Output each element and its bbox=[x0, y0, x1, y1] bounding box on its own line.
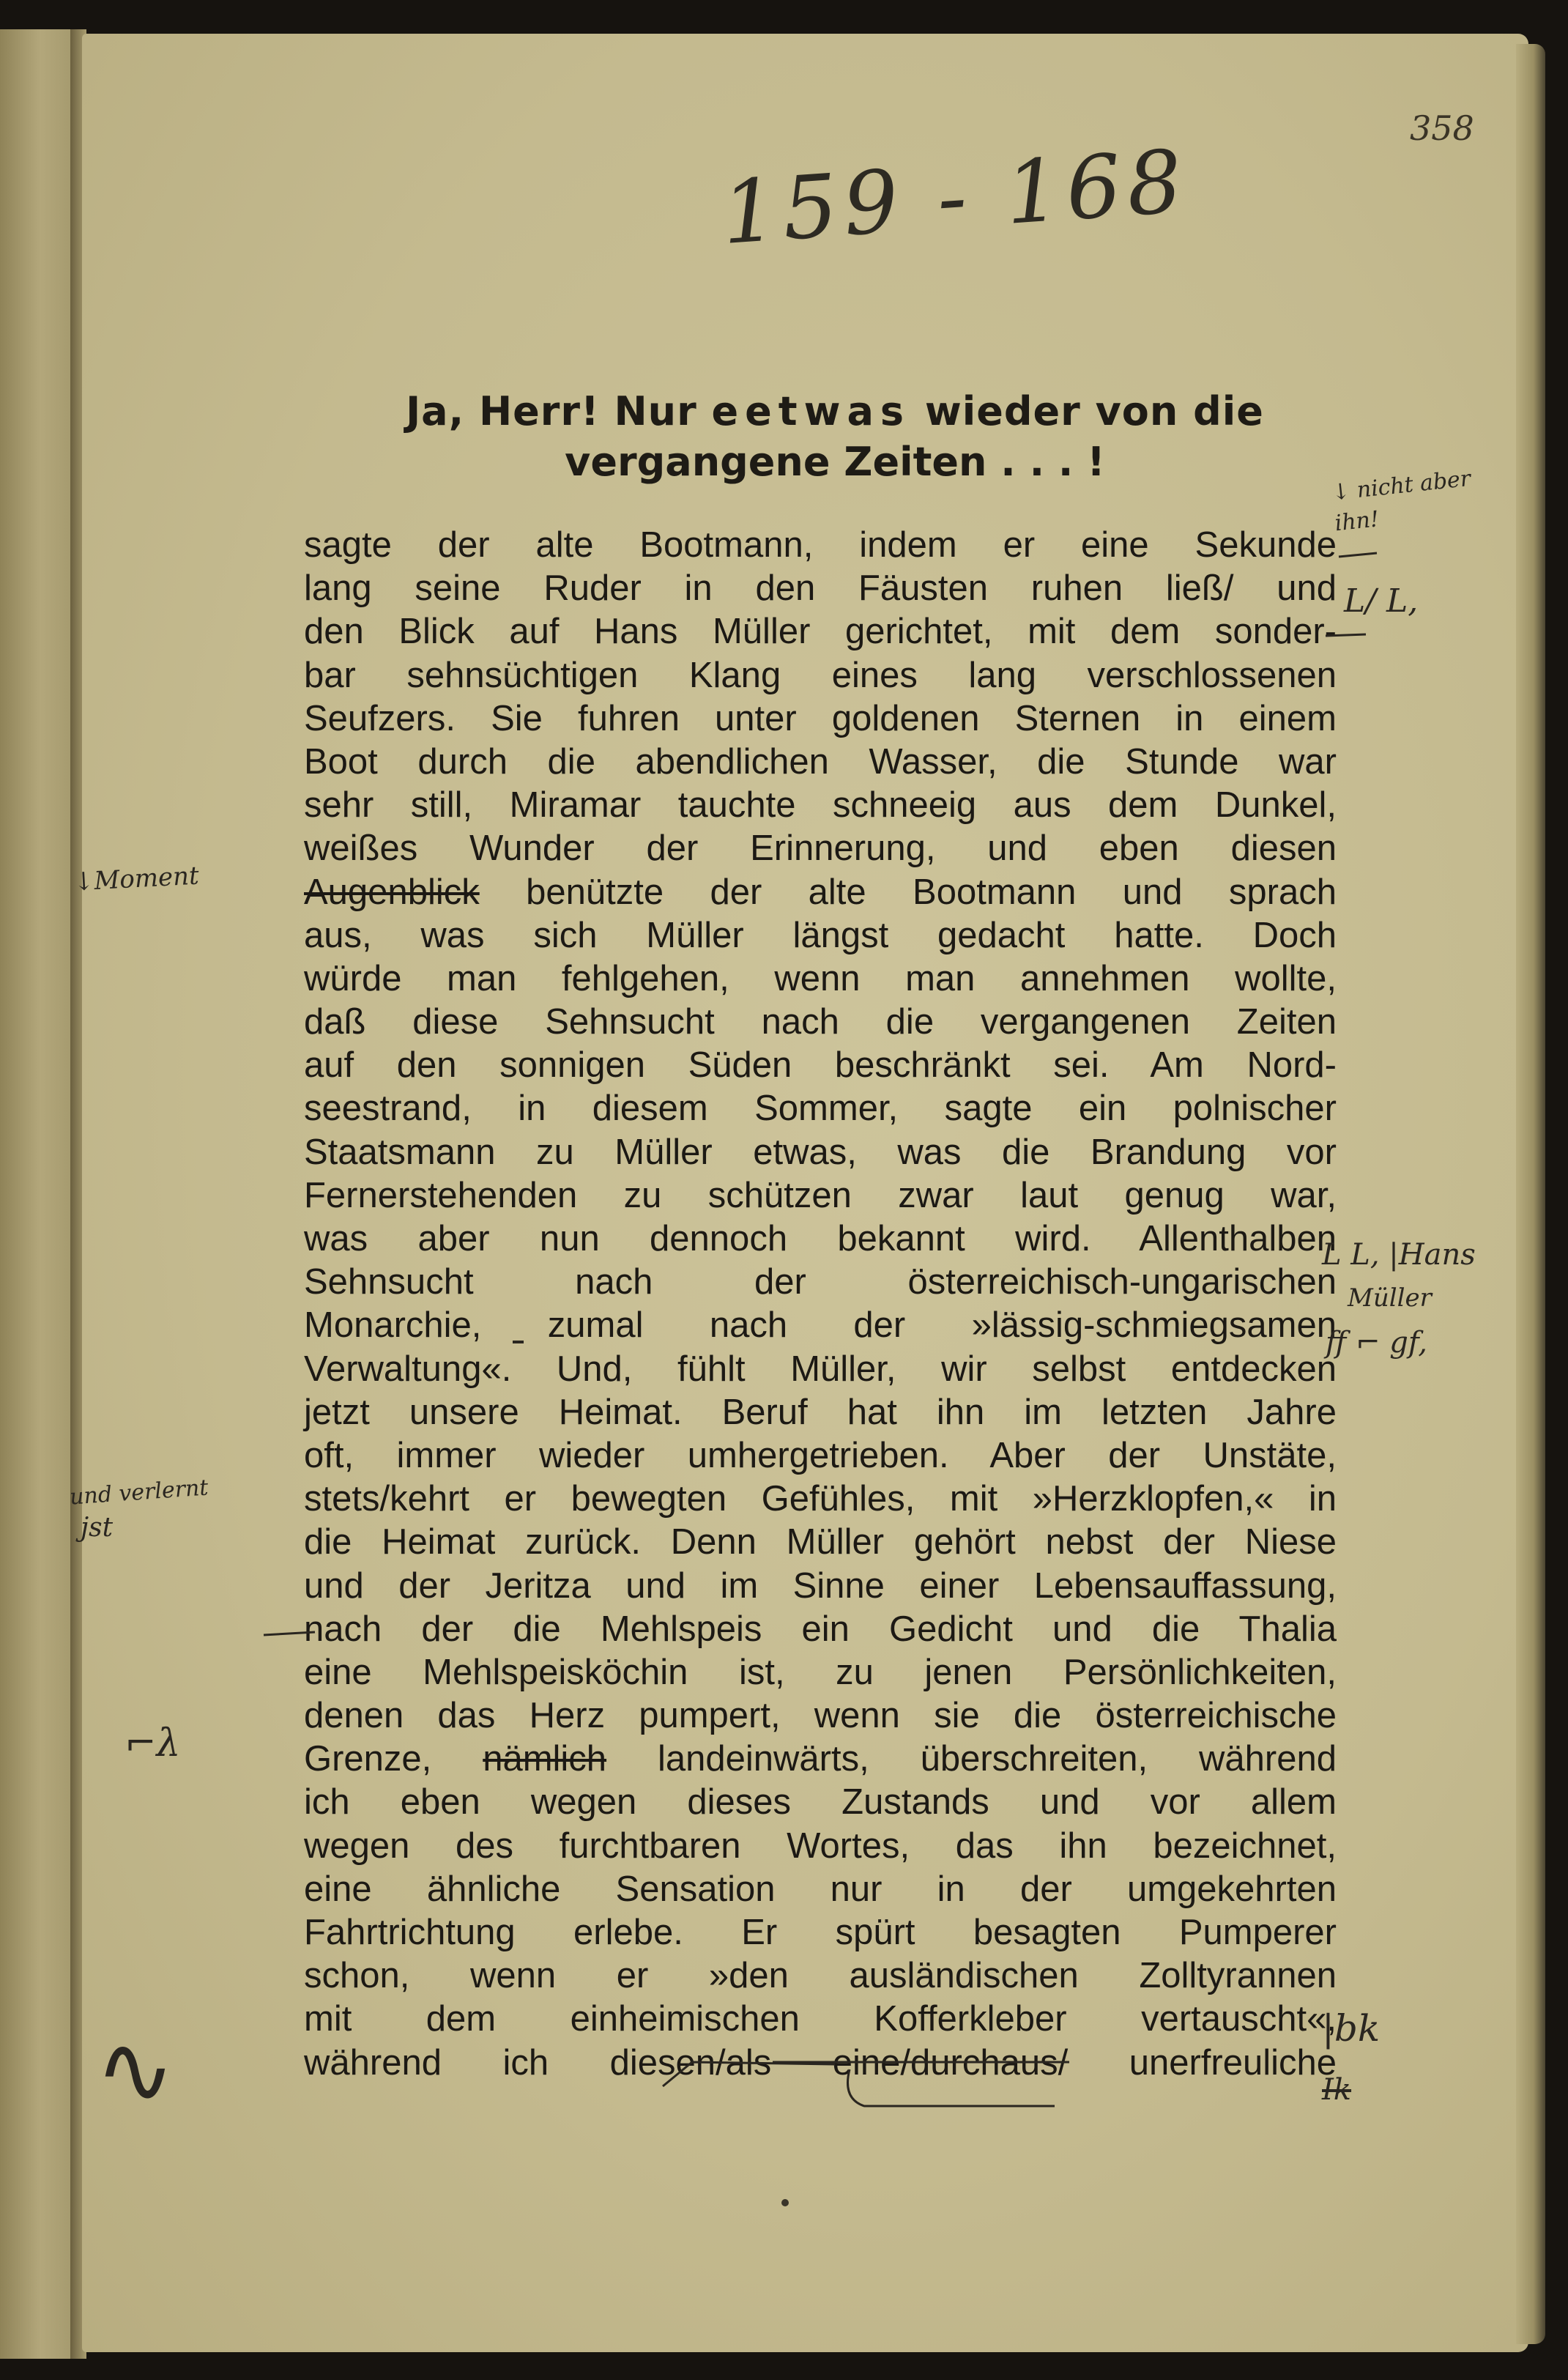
body-line: und der Jeritza und im Sinne einer Lebensauffassung, bbox=[304, 1565, 1337, 1606]
body-line: Monarchie, zumal nach der »lässig-schmiegsamen bbox=[304, 1305, 1337, 1346]
body-line: lang seine Ruder in den Fäusten ruhen ließ/ und bbox=[304, 568, 1337, 609]
body-line: stets/kehrt er bewegten Gefühles, mit »Herzklopfen,« in bbox=[304, 1479, 1337, 1519]
struck-line-rest: landeinwärts, überschreiten, während bbox=[606, 1739, 1337, 1779]
heading-spaced-word: eetwas bbox=[711, 388, 911, 434]
body-line: während ich diesen/als eine/durchaus/ unerfreuliche bbox=[304, 2042, 1337, 2083]
body-line: Verwaltung«. Und, fühlt Müller, wir selbst entdecken bbox=[304, 1349, 1337, 1389]
body-line: nach der die Mehlspeis ein Gedicht und die Thalia bbox=[304, 1609, 1337, 1649]
ink-bracket-durchaus bbox=[848, 2069, 1055, 2106]
margin-note-jst: jst bbox=[81, 1513, 114, 1543]
body-line: Seufzers. Sie fuhren unter goldenen Sternen in einem bbox=[304, 698, 1337, 738]
body-line: wegen des furchtbaren Wortes, das ihn bezeichnet, bbox=[304, 1825, 1337, 1866]
body-line: jetzt unsere Heimat. Beruf hat ihn im letzten Jahre bbox=[304, 1392, 1337, 1432]
heading-line-2: vergangene Zeiten . . . ! bbox=[565, 439, 1105, 485]
margin-note-mueller: Müller bbox=[1348, 1283, 1432, 1313]
margin-note-tilde: ∿ bbox=[95, 2014, 175, 2125]
ink-mark-nach bbox=[264, 1632, 315, 1635]
body-line: eine Mehlspeisköchin ist, zu jenen Persönlichkeiten, bbox=[304, 1652, 1337, 1692]
body-line: Sehnsucht nach der österreichisch-ungarischen bbox=[304, 1262, 1337, 1302]
ink-bracket-als-eine bbox=[663, 2062, 835, 2086]
ink-line-right-2 bbox=[1326, 634, 1366, 636]
margin-note-nicht-aber-ihn: ↓ nicht aber ihn! bbox=[1330, 465, 1472, 537]
body-line: die Heimat zurück. Denn Müller gehört nebst der Niese bbox=[304, 1522, 1337, 1562]
body-line: sehr still, Miramar tauchte schneeig aus dem Dunkel, bbox=[304, 785, 1337, 826]
body-line: daß diese Sehnsucht nach die vergangenen Zeiten bbox=[304, 1002, 1337, 1042]
margin-note-bk: |bk bbox=[1322, 2007, 1381, 2050]
body-line: auf den sonnigen Süden beschränkt sei. Am Nord- bbox=[304, 1045, 1337, 1086]
margin-note-mark-a: ⌐λ bbox=[125, 1721, 181, 1765]
body-line: seestrand, in diesem Sommer, sagte ein polnischer bbox=[304, 1089, 1337, 1129]
body-line: ich eben wegen dieses Zustands und vor allem bbox=[304, 1782, 1337, 1823]
struck-word: Augenblick bbox=[304, 872, 480, 912]
body-line: schon, wenn er »den ausländischen Zolltyrannen bbox=[304, 1956, 1337, 1996]
body-line: Fernerstehenden zu schützen zwar laut genug war, bbox=[304, 1175, 1337, 1215]
heading-part-a: Ja, Herr! Nur bbox=[406, 388, 712, 434]
body-line: den Blick auf Hans Müller gerichtet, mit dem sonder- bbox=[304, 612, 1337, 652]
margin-note-gf: ff ⌐ gf, bbox=[1326, 1326, 1427, 1360]
body-line: bar sehnsüchtigen Klang eines lang verschlossenen bbox=[304, 655, 1337, 695]
margin-note-moment: ↓Moment bbox=[73, 861, 200, 897]
body-line: was aber nun dennoch bekannt wird. Allenthalben bbox=[304, 1219, 1337, 1258]
body-line: sagte der alte Bootmann, indem er eine Sekunde bbox=[304, 525, 1337, 565]
page-dot bbox=[781, 2199, 789, 2206]
body-line: oft, immer wieder umhergetrieben. Aber der Unstäte, bbox=[304, 1435, 1337, 1475]
pencil-page-range: 159 - 168 bbox=[718, 130, 1192, 264]
struck-line-before: Grenze, bbox=[304, 1739, 483, 1779]
body-line: Boot durch die abendlichen Wasser, die Stunde war bbox=[304, 741, 1337, 782]
body-line: aus, was sich Müller längst gedacht hatte. Doch bbox=[304, 915, 1337, 955]
body-line: würde man fehlgehen, wenn man annehmen wollte, bbox=[304, 958, 1337, 998]
heading-part-b: wieder von die bbox=[910, 388, 1264, 434]
body-line: Fahrtrichtung erlebe. Er spürt besagten Pumperer bbox=[304, 1913, 1337, 1952]
body-line: mit dem einheimischen Kofferkleber vertauscht«, bbox=[304, 1999, 1337, 2039]
margin-note-struck-mark: Ik bbox=[1322, 2073, 1352, 2107]
body-line: eine ähnliche Sensation nur in der umgekehrten bbox=[304, 1869, 1337, 1909]
body-line: Staatsmann zu Müller etwas, was die Brandung vor bbox=[304, 1132, 1337, 1172]
struck-word: nämlich bbox=[483, 1739, 607, 1779]
struck-line-rest: benützte der alte Bootmann und sprach bbox=[479, 872, 1337, 912]
body-line: denen das Herz pumpert, wenn sie die österreichische bbox=[304, 1696, 1337, 1736]
margin-note-hans: L L, |Hans bbox=[1322, 1238, 1476, 1272]
body-line: weißes Wunder der Erinnerung, und eben diesen bbox=[304, 828, 1337, 869]
margin-note-und-verlernt: und verlernt bbox=[69, 1475, 209, 1510]
ink-line-top-right bbox=[1339, 553, 1377, 557]
page-number: 358 bbox=[1410, 108, 1474, 148]
margin-note-marks-right: L/ L, bbox=[1344, 582, 1419, 620]
